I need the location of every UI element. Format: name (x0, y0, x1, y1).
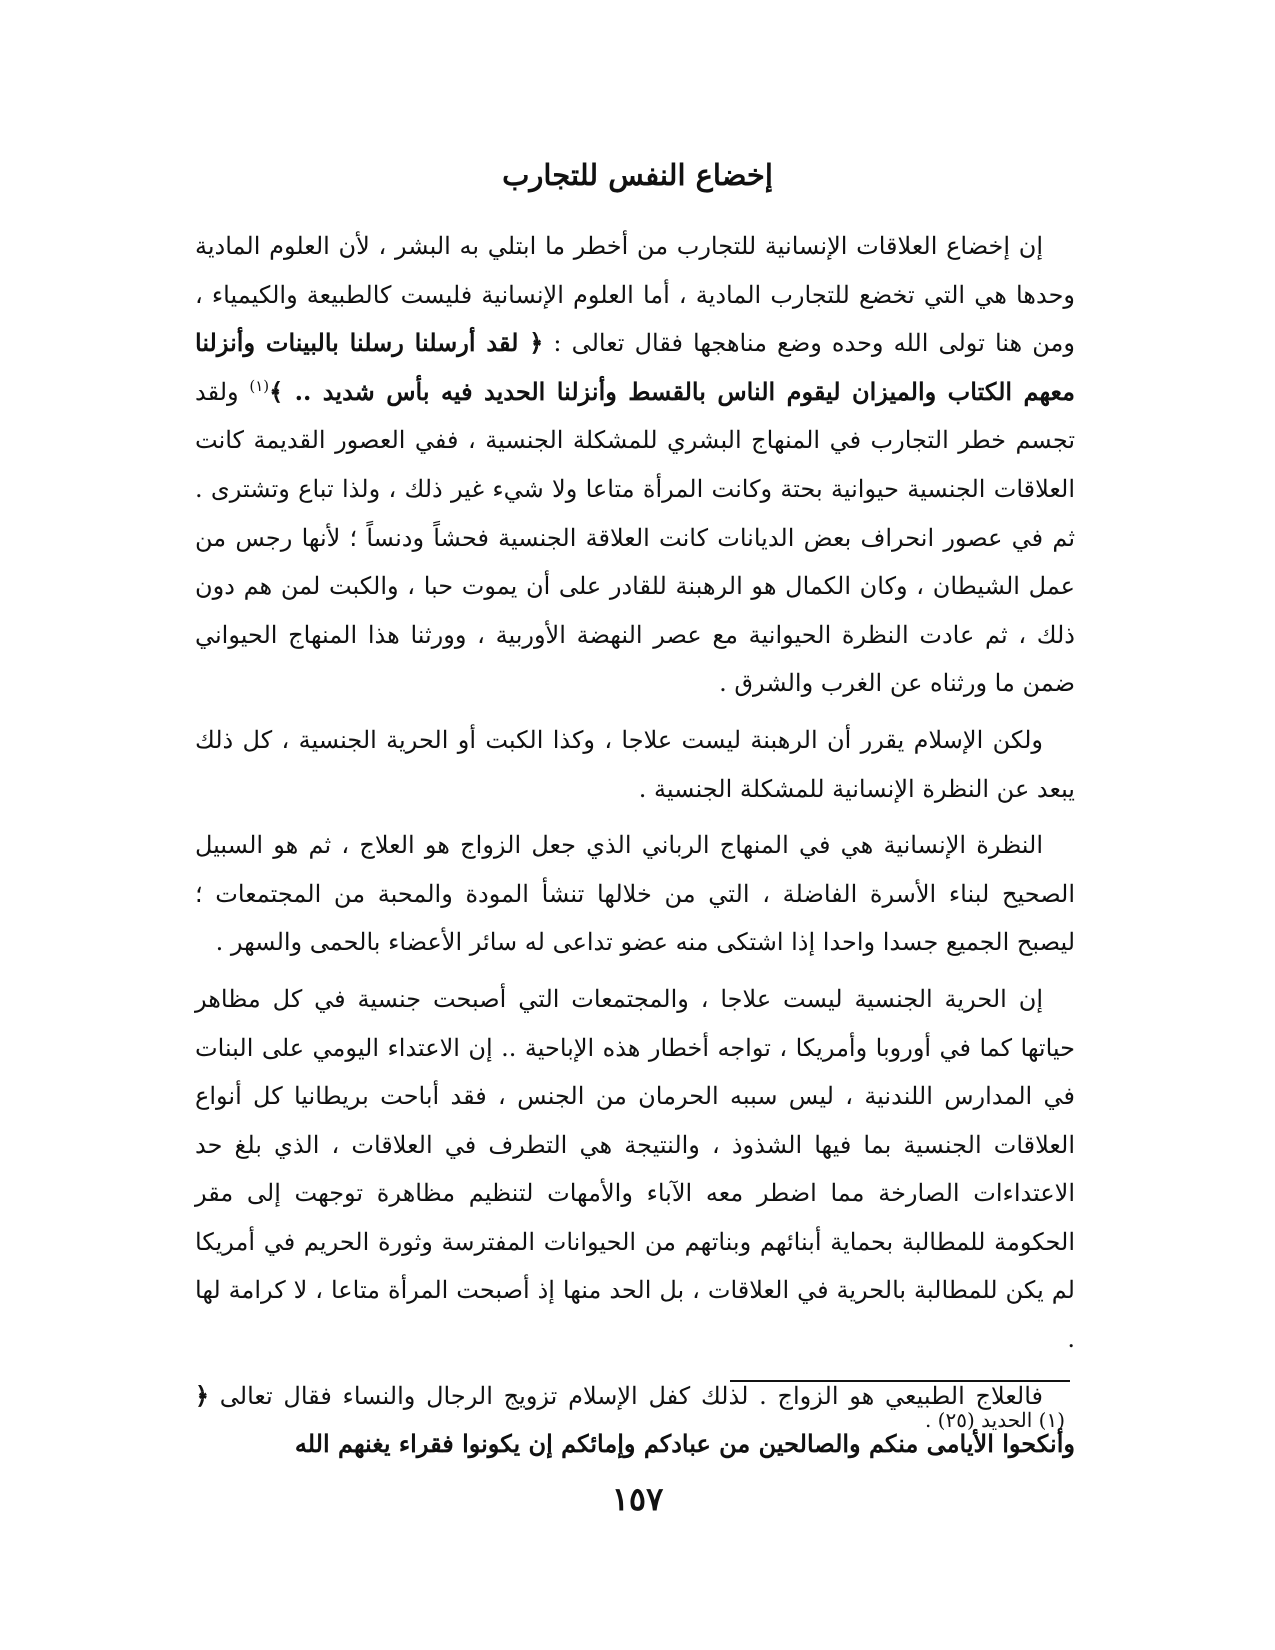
body-text (195, 222, 1075, 1469)
footnote: (١) الحديد (٢٥) . (924, 1408, 1065, 1432)
paragraph-1-text: إن إخضاع العلاقات الإنسانية للتجارب من أخطر ما ابتلي به البشر ، لأن العلوم المادية وحدها هي التي تخضع للتجارب المادية ، أما العلوم الإنسانية فليست كالطبيعة والكيمياء ، ومن هنا تولى الله وحده وضع مناهجها فقال تعالى : (195, 232, 1075, 358)
page-title: إخضاع النفس للتجارب (502, 158, 773, 192)
quran-verse-2: ﴿ وأنكحوا الأيامى منكم والصالحين من عبادكم وإمائكم إن يكونوا فقراء يغنهم الله (195, 1380, 1075, 1459)
paragraph-1 (195, 222, 1075, 708)
paragraph-5-text: فالعلاج الطبيعي هو الزواج . لذلك كفل الإسلام تزويج الرجال والنساء فقال تعالى (209, 1381, 1044, 1410)
paragraph-3: النظرة الإنسانية هي في المنهاج الرباني الذي جعل الزواج هو العلاج ، ثم هو السبيل الصحيح لبناء الأسرة الفاضلة ، التي من خلالها تنشأ المودة والمحبة من المجتمعات ؛ ليصبح الجميع جسدا واحدا إذا اشتكى منه عضو تداعى له سائر الأعضاء بالحمى والسهر . (195, 831, 1075, 957)
paragraph-2: ولكن الإسلام يقرر أن الرهبنة ليست علاجا ، وكذا الكبت أو الحرية الجنسية ، كل ذلك يبعد عن النظرة الإنسانية للمشكلة الجنسية . (195, 725, 1075, 803)
footnote-ref: (١) (249, 376, 270, 395)
footnote-divider (730, 1380, 1070, 1382)
paragraph-1-continuation: ولقد تجسم خطر التجارب في المنهاج البشري للمشكلة الجنسية ، ففي العصور القديمة كانت العلاقات الجنسية حيوانية بحتة وكانت المرأة متاعا ولا شيء غير ذلك ، ولذا تباع وتشترى . ثم في عصور انحراف بعض الديانات كانت العلاقة الجنسية فحشاً ودنساً ؛ لأنها رجس من عمل الشيطان ، وكان الكمال هو الرهبنة للقادر على أن يموت حبا ، والكبت لمن هم دون ذلك ، ثم عادت النظرة الحيوانية مع عصر النهضة الأوربية ، وورثنا هذا المنهاج الحيواني ضمن ما ورثناه عن الغرب والشرق . (195, 377, 1075, 698)
page-number: ١٥٧ (611, 1480, 664, 1518)
paragraph-4: إن الحرية الجنسية ليست علاجا ، والمجتمعات التي أصبحت جنسية في كل مظاهر حياتها كما في أوروبا وأمريكا ، تواجه أخطار هذه الإباحية .. إن الاعتداء اليومي على البنات في المدارس اللندنية ، ليس سببه الحرمان من الجنس ، فقد أباحت بريطانيا كل أنواع العلاقات الجنسية بما فيها الشذوذ ، والنتيجة هي التطرف في العلاقات ، الذي بلغ حد الاعتداءات الصارخة مما اضطر معه الآباء والأمهات لتنظيم مظاهرة توجهت إلى مقر الحكومة للمطالبة بحماية أبنائهم وبناتهم من الحيوانات المفترسة وثورة الحريم في أمريكا لم يكن للمطالبة بالحرية في العلاقات ، بل الحد منها إذ أصبحت المرأة متاعا ، لا كرامة لها . (195, 984, 1076, 1354)
quran-verse-1: ﴿ لقد أرسلنا رسلنا بالبينات وأنزلنا معهم الكتاب والميزان ليقوم الناس بالقسط وأنزلنا الحديد فيه بأس شديد .. ﴾ (195, 328, 1075, 406)
